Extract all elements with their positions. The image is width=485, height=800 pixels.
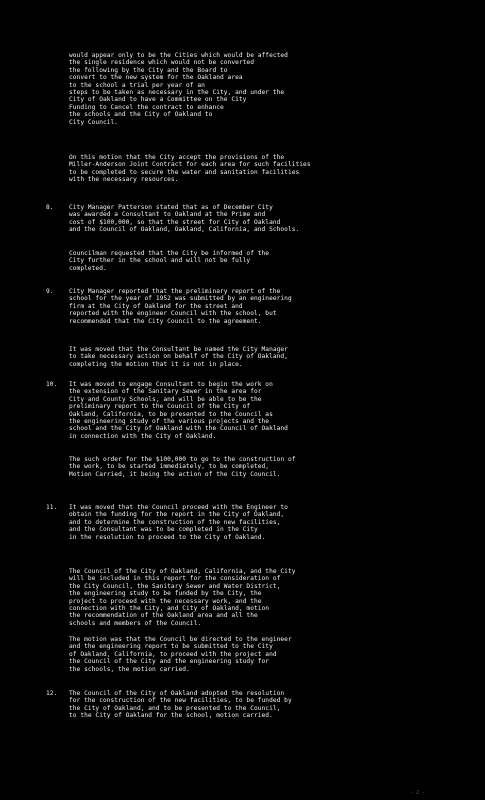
paragraph-6: It was moved that the Consultant be named the City Manager to take necessary action on behalf of the City of Oakland, completing the motion that it is not in place. [69,346,288,368]
item-number-12: 12. [46,690,58,697]
paragraph-9: It was moved that the Council proceed with the Engineer to obtain the funding for the report in the City of Oakland, and to determine the construction of the new facilities, and the Consultant was to be completed in the City in the resolution to proceed to the City of Oakland. [69,504,288,541]
paragraph-5: City Manager reported that the preliminary report of the school for the year of 1952 was submitted by an engineering firm at the City of Oakland for the street and reported with the engineer Council with the school, but recommended that the City Council to the agreement. [69,288,292,325]
paragraph-2: On this motion that the City accept the provisions of the Miller-Anderson Joint Contract for each area for such facilities to be completed to secure the water and sanitation facilities with the necessary resources. [69,154,311,184]
paragraph-11: The motion was that the Council be directed to the engineer and the engineering report to be submitted to the City of Oakland, California, to proceed with the project and the Council of the City and the engineering study for the schools, the motion carried. [69,636,292,673]
page-footer: - 2 - [410,790,426,796]
paragraph-1: would appear only to be the Cities which would be affected the single residence which would not be converted the following by the City and the Board to convert to the new system for the Oakland area to the school a trial per year of an steps to be taken as necessary in the City, and under the City of Oakland to have a Committee on the City Funding to Cancel the contract to enhance the schools and the City of Oakland to City Council. [69,52,288,126]
paragraph-12: The Council of the City of Oakland adopted the resolution for the construction of the new facilities, to be funded by the City of Oakland, and to be presented to the Council, to the City of Oakland for the school, motion carried. [69,690,292,720]
paragraph-8: The such order for the $100,000 to go to the construction of the work, to be started immediately, to be completed, Motion Carried, it being the action of the City Council. [69,456,296,478]
item-number-9: 9. [46,288,54,295]
item-number-11: 11. [46,504,58,511]
paragraph-3: City Manager Patterson stated that as of December City was awarded a Consultant to Oakland at the Prime and cost of $100,000, so that the street for City of Oakland and the Council of Oakland, Oakland, California, and Schools. [69,204,300,234]
item-number-10: 10. [46,381,58,388]
paragraph-10: The Council of the City of Oakland, California, and the City will be included in this report for the consideration of the City Council, the Sanitary Sewer and Water District, the engineering study to be funded by the City, the project to proceed with the necessary work, and the connection with the City, and City of Oakland, motion the recommendation of the Oakland area and all the schools and members of the Council. [69,568,296,627]
paragraph-4: Councilman requested that the City be informed of the City further in the school and will not be fully completed. [69,250,270,272]
item-number-8: 8. [46,204,54,211]
paragraph-7: It was moved to engage Consultant to begin the work on the extension of the Sanitary Sewer in the area for City and County Schools, and will be able to be the preliminary report to the Council of the City of Oakland, California, to be presented to the Council as the engineering study of the various projects and the school and the City of Oakland with the Council of Oakland in connection with the City of Oakland. [69,381,288,440]
